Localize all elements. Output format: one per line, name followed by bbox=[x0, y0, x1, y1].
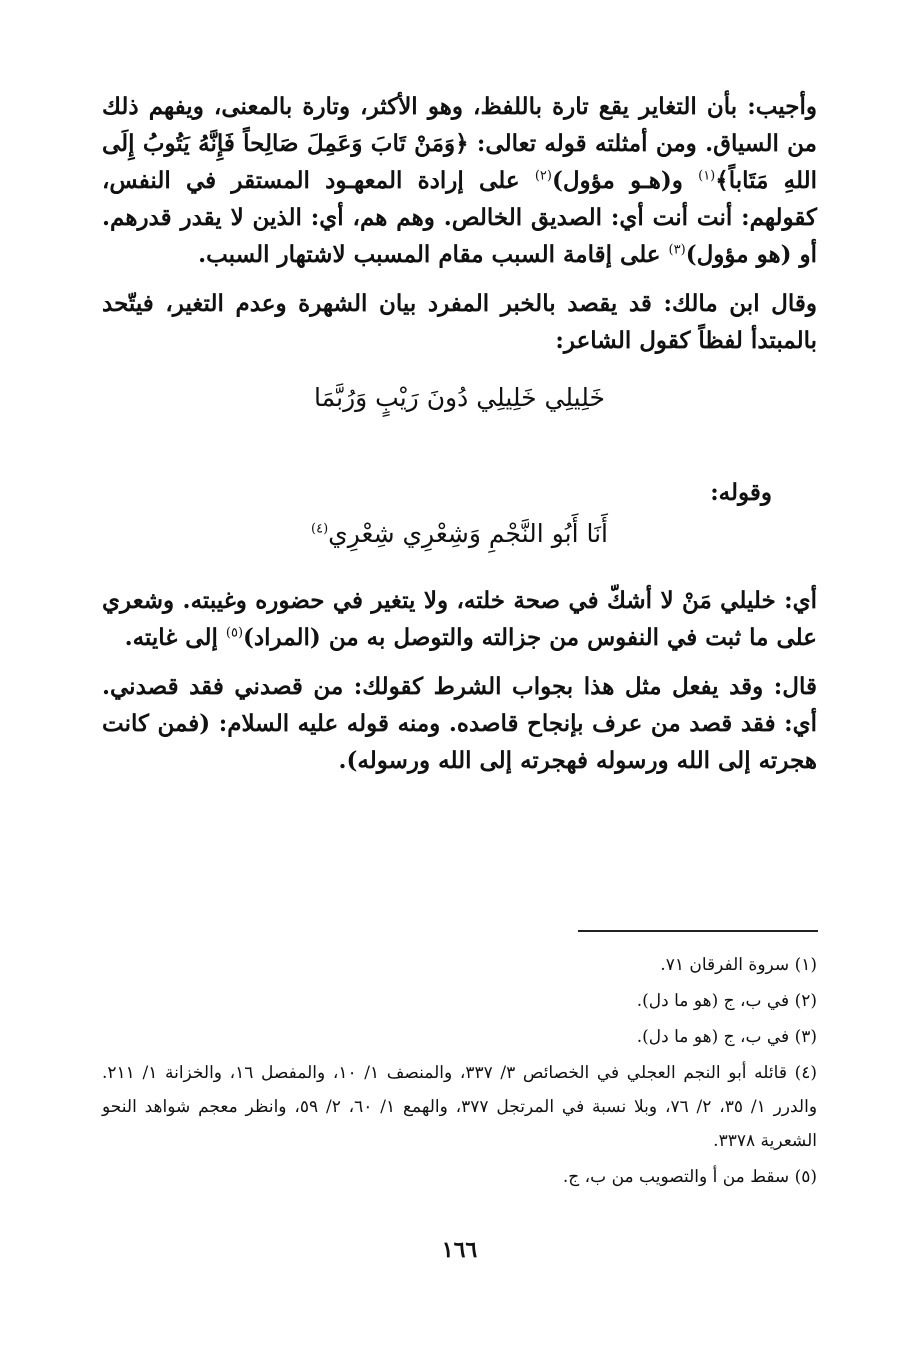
verse-2 bbox=[102, 515, 817, 552]
footnote-ref-2: (٢) bbox=[534, 168, 552, 184]
paragraph-1-text-d: على إقامة السبب مقام المسبب لاشتهار السبب. bbox=[198, 241, 669, 268]
footnote-1: (١) سروة الفرقان ٧١. bbox=[660, 955, 817, 975]
paragraph-1-text-c: على إرادة المعهـود المستقر في النفس، كقولهم: أنت أنت أي: الصديق الخالص. وهم هم، أي: الذين لا يقدر قدرهم. أو (هو مؤول) bbox=[102, 167, 817, 268]
footnote-ref-3: (٣) bbox=[668, 242, 686, 258]
footnote-ref-5: (٥) bbox=[225, 625, 244, 641]
footnote-ref-4: (٤) bbox=[311, 521, 329, 537]
footnote-ref-1: (١) bbox=[698, 168, 716, 184]
footnotes bbox=[102, 948, 817, 1196]
page-number: ١٦٦ bbox=[441, 1237, 478, 1263]
footnote-3: (٣) في ب، ج (هو ما دل). bbox=[636, 1027, 817, 1047]
paragraph-4: قال: وقد يفعل مثل هذا بجواب الشرط كقولك: من قصدني فقد قصدني. أي: فقد قصد من عرف بإنجاح قاصده. ومنه قوله عليه السلام: (فمن كانت هجرته إلى الله ورسوله فهجرته إلى الله ورسوله). bbox=[102, 673, 817, 774]
verse-1: خَلِيلِي خَلِيلِي دُونَ رَيْبٍ وَرُبَّمَا bbox=[314, 383, 605, 412]
footnote-5: (٥) سقط من أ والتصويب من ب، ج. bbox=[562, 1167, 817, 1187]
footnote-2: (٢) في ب، ج (هو ما دل). bbox=[636, 991, 817, 1011]
paragraph-1-text-b: و(هـو مؤول) bbox=[551, 167, 699, 194]
paragraph-1 bbox=[102, 88, 817, 273]
paragraph-2: وقال ابن مالك: قد يقصد بالخبر المفرد بيان الشهرة وعدم التغير، فيتّحد بالمبتدأ لفظاً كقول الشاعر: bbox=[102, 290, 817, 354]
main-text bbox=[102, 88, 817, 791]
footnote-4: (٤) قائله أبو النجم العجلي في الخصائص ٣/ ٣٣٧، والمنصف ١/ ١٠، والمفصل ١٦، والخزانة ١/ ٢١١. والدرر ١/ ٣٥، ٢/ ٧٦، وبلا نسبة في المرتجل ٣٧٧، والهمع ١/ ٦٠، ٢/ ٥٩، وانظر معجم شواهد النحو الشعرية ٣٣٧٨. bbox=[102, 1063, 818, 1151]
verse-2-text: أَنَا أَبُو النَّجْمِ وَشِعْرِي شِعْرِي bbox=[328, 519, 608, 548]
paragraph-3 bbox=[102, 582, 817, 656]
paragraph-3-text-b: إلى غايته. bbox=[124, 624, 226, 651]
paragraph-1-text: وأجيب: بأن التغاير يقع تارة باللفظ، وهو الأكثر، وتارة بالمعنى، ويفهم ذلك من السياق. ومن أمثلته قوله تعالى: ﴿وَمَنْ تَابَ وَعَمِلَ صَالِحاً فَإِنَّهُ يَتُوبُ إِلَى اللهِ مَتَاباً﴾ bbox=[102, 93, 817, 194]
paragraph-3-text: أي: خليلي مَنْ لا أشكّ في صحة خلته، ولا يتغير في حضوره وغيبته. وشعري على ما ثبت في النفوس من جزالته والتوصل به من (المراد) bbox=[102, 587, 817, 651]
footnote-divider bbox=[578, 930, 818, 932]
verse-2-label: وقوله: bbox=[710, 479, 772, 506]
